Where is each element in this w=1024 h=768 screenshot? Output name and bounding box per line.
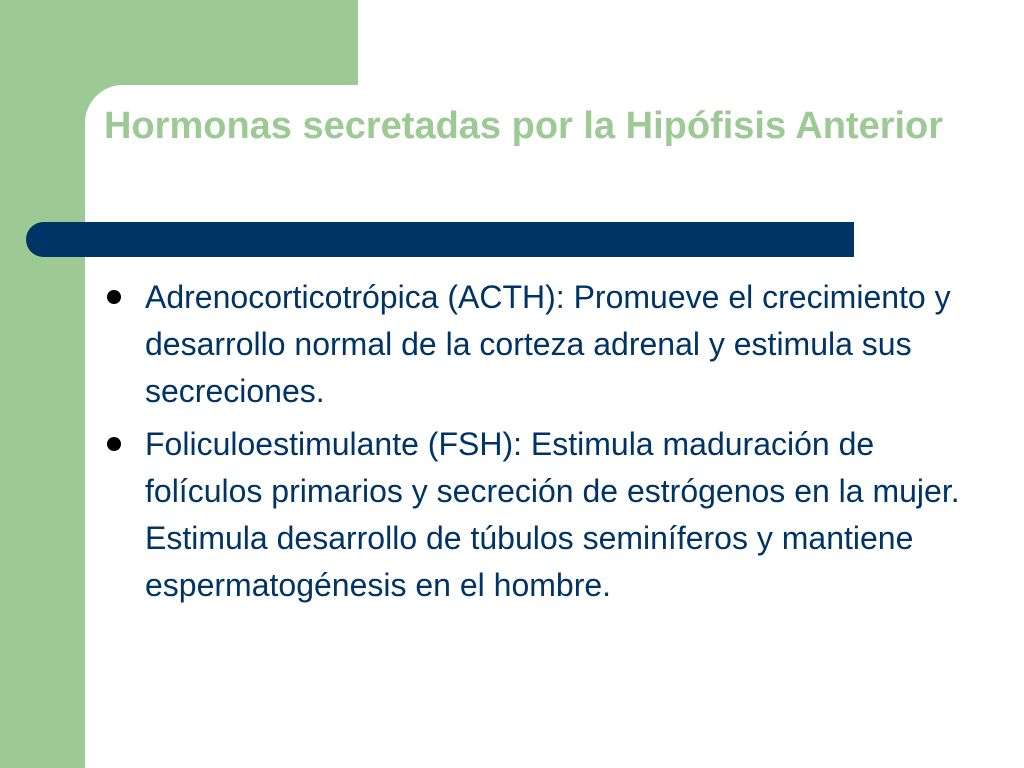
list-item [105, 421, 985, 609]
bullet-list [105, 274, 985, 615]
bullet-text: Adrenocorticotrópica (ACTH): Promueve el crecimiento y desarrollo normal de la corteza adrenal y estimula sus secreciones. [145, 279, 951, 409]
divider-bar [26, 222, 854, 257]
bullet-dot-icon [107, 290, 121, 304]
bullet-text: Foliculoestimulante (FSH): Estimula maduración de folículos primarios y secreción de estrógenos en la mujer. Estimula desarrollo de túbulos seminíferos y mantiene espermatogénesis en el hombre. [145, 426, 960, 603]
slide-title: Hormonas secretadas por la Hipófisis Anterior [104, 105, 944, 147]
list-item [105, 274, 985, 415]
bullet-dot-icon [107, 437, 121, 451]
